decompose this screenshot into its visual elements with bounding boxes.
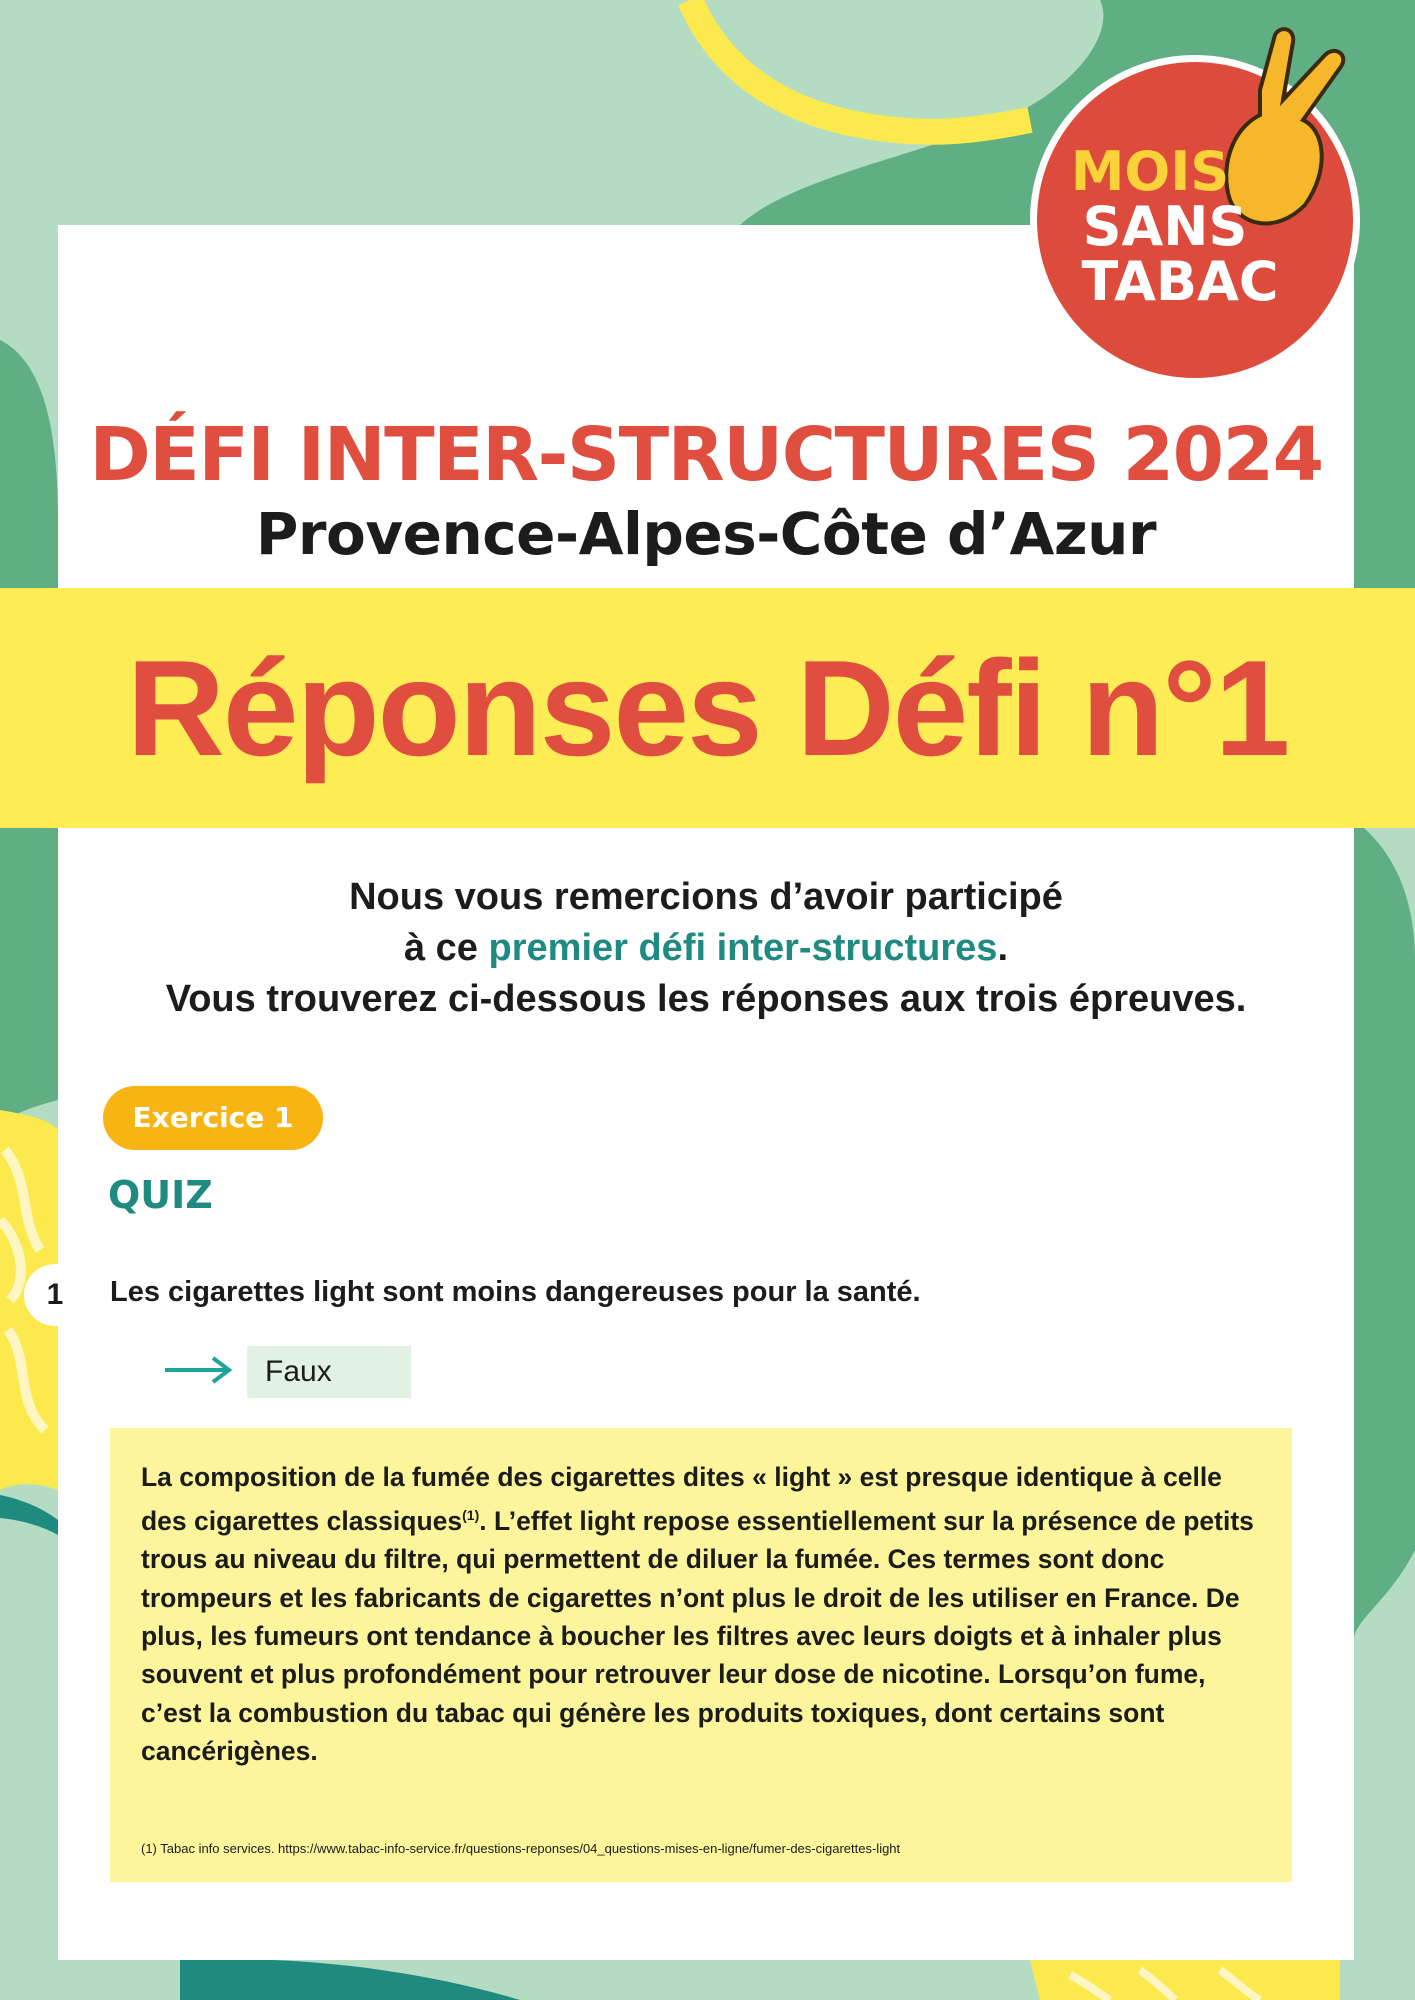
mois-sans-tabac-logo <box>1025 20 1385 390</box>
explanation-part-2: . L’effet light repose essentiellement sur la présence de petits trous au niveau du filtre, qui permettent de diluer la fumée. Ces termes sont donc trompeurs et les fabricants de cigarettes n’ont plus le droit de les utiliser en France. De plus, les fumeurs ont tendance à boucher les filtres avec leurs doigts et à inhaler plus souvent et plus profondément pour retrouver leur dose de nicotine. Lorsqu’on fume, c’est la combustion du tabac qui génère les produits toxiques, dont certains sont cancérigènes. <box>141 1506 1254 1766</box>
intro-line-2-prefix: à ce <box>403 927 489 969</box>
logo-line-2: SANS <box>1082 195 1248 258</box>
arrow-right-icon <box>163 1356 233 1384</box>
logo-line-1: MOIS <box>1070 140 1230 203</box>
explanation-box <box>110 1428 1292 1882</box>
logo-line-3: TABAC <box>1081 250 1279 313</box>
question-text: Les cigarettes light sont moins dangereuses pour la santé. <box>110 1276 921 1308</box>
section-heading: QUIZ <box>108 1173 213 1217</box>
explanation-text <box>141 1458 1262 1770</box>
intro-text <box>58 872 1354 1025</box>
banner-title: Réponses Défi n°1 <box>126 632 1289 784</box>
header <box>58 410 1354 568</box>
intro-highlight: premier défi inter-structures <box>488 927 998 969</box>
answer-value: Faux <box>247 1346 411 1398</box>
footnote-ref: (1) <box>462 1507 480 1524</box>
answers-banner <box>0 588 1415 828</box>
intro-line-3: Vous trouverez ci-dessous les réponses aux trois épreuves. <box>165 978 1247 1020</box>
footnote: (1) Tabac info services. https://www.tabac-info-service.fr/questions-reponses/04_questions-mises-en-ligne/fumer-des-cigarettes-light <box>141 1841 901 1856</box>
explanation-part-1: La composition de la fumée des cigarettes dites « light » est presque identique à celle des cigarettes classiques <box>141 1462 1222 1537</box>
page-title: DÉFI INTER-STRUCTURES 2024 <box>89 412 1323 498</box>
intro-line-2 <box>58 923 1354 974</box>
intro-line-2-suffix: . <box>997 927 1008 969</box>
question-number: 1 <box>24 1264 86 1326</box>
exercise-badge: Exercice 1 <box>103 1086 323 1150</box>
region-subtitle: Provence-Alpes-Côte d’Azur <box>255 500 1157 568</box>
intro-line-1: Nous vous remercions d’avoir participé <box>349 876 1063 918</box>
